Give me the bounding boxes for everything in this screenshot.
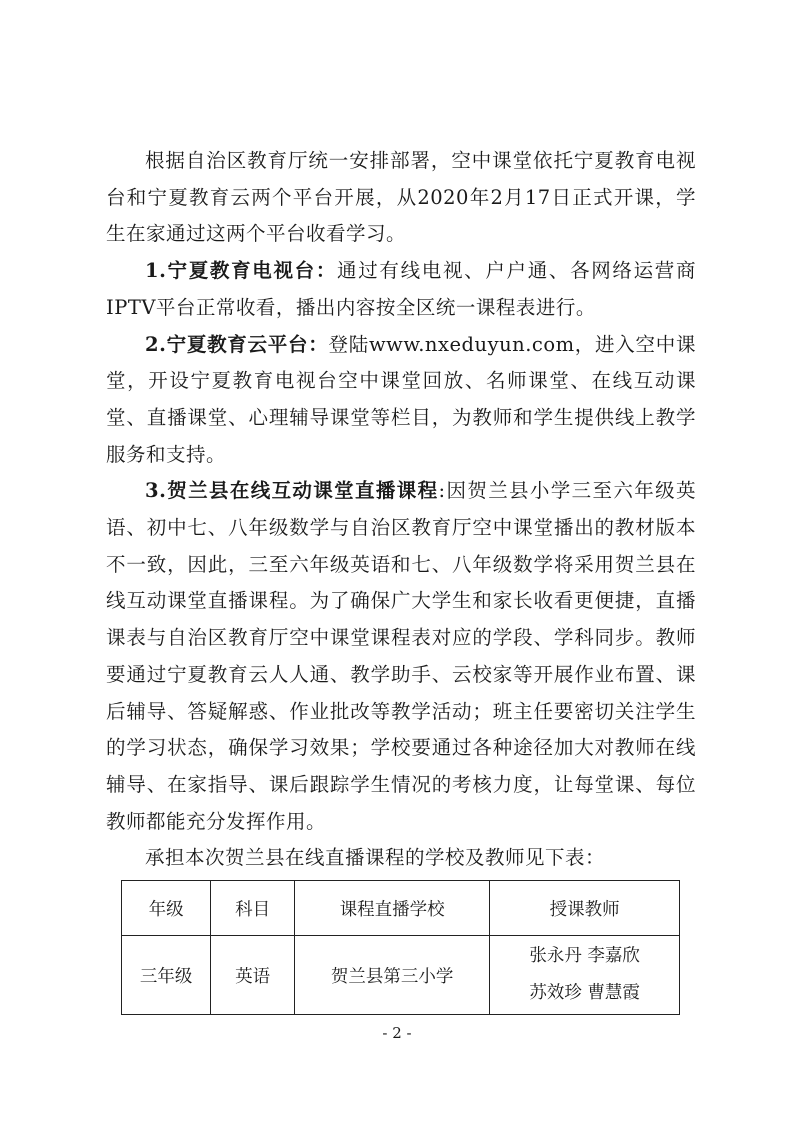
page-number: - 2 - [382, 1024, 412, 1042]
header-school: 课程直播学校 [294, 881, 489, 936]
item-3-body: :因贺兰县小学三至六年级英语、初中七、八年级数学与自治区教育厅空中课堂播出的教材版本不一致，因此，三至六年级英语和七、八年级数学将采用贺兰县在线互动课堂直播课程。为了确保广大学生和家长收看更便捷，直播课表与自治区教育厅空中课堂课程表对应的学段、学科同步。教师要通过宁夏教育云人人通、教学助手、云校家等开展作业布置、课后辅导、答疑解惑、作业批改等教学活动；班主任要密切关注学生的学习状态，确保学习效果；学校要通过各种途径加大对教师在线辅导、在家指导、课后跟踪学生情况的考核力度，让每堂课、每位教师都能充分发挥作用。 [106, 479, 696, 833]
header-teacher: 授课教师 [490, 881, 680, 936]
table-row [122, 936, 680, 1015]
item-2-paragraph [106, 327, 696, 474]
teacher-table [121, 880, 680, 1015]
item-1-heading: 1.宁夏教育电视台： [145, 259, 338, 283]
cell-subject: 英语 [211, 936, 295, 1015]
cell-grade: 三年级 [122, 936, 211, 1015]
item-2-body: 登陆www.nxeduyun.com，进入空中课堂，开设宁夏教育电视台空中课堂回放、名师课堂、在线互动课堂、直播课堂、心理辅导课堂等栏目，为教师和学生提供线上教学服务和支持。 [106, 332, 696, 466]
body-text [106, 143, 696, 876]
teachers-line-1: 张永丹 李嘉欣 [529, 946, 640, 966]
item-1-body: 通过有线电视、户户通、各网络运营商IPTV平台正常收看，播出内容按全区统一课程表进行。 [106, 259, 696, 319]
cell-teachers [490, 936, 680, 1015]
item-2-heading: 2.宁夏教育云平台： [145, 332, 329, 356]
item-3-heading: 3.贺兰县在线互动课堂直播课程 [145, 479, 439, 503]
teachers-line-2: 苏效珍 曹慧霞 [529, 983, 640, 1003]
header-grade: 年级 [122, 881, 211, 936]
header-subject: 科目 [211, 881, 295, 936]
item-1-paragraph [106, 253, 696, 326]
table-intro: 承担本次贺兰县在线直播课程的学校及教师见下表： [145, 846, 606, 870]
item-3-paragraph [106, 473, 696, 840]
cell-school: 贺兰县第三小学 [294, 936, 489, 1015]
intro-paragraph: 根据自治区教育厅统一安排部署，空中课堂依托宁夏教育电视台和宁夏教育云两个平台开展，从2020年2月17日正式开课，学生在家通过这两个平台收看学习。 [106, 149, 696, 246]
table-header-row [122, 881, 680, 936]
